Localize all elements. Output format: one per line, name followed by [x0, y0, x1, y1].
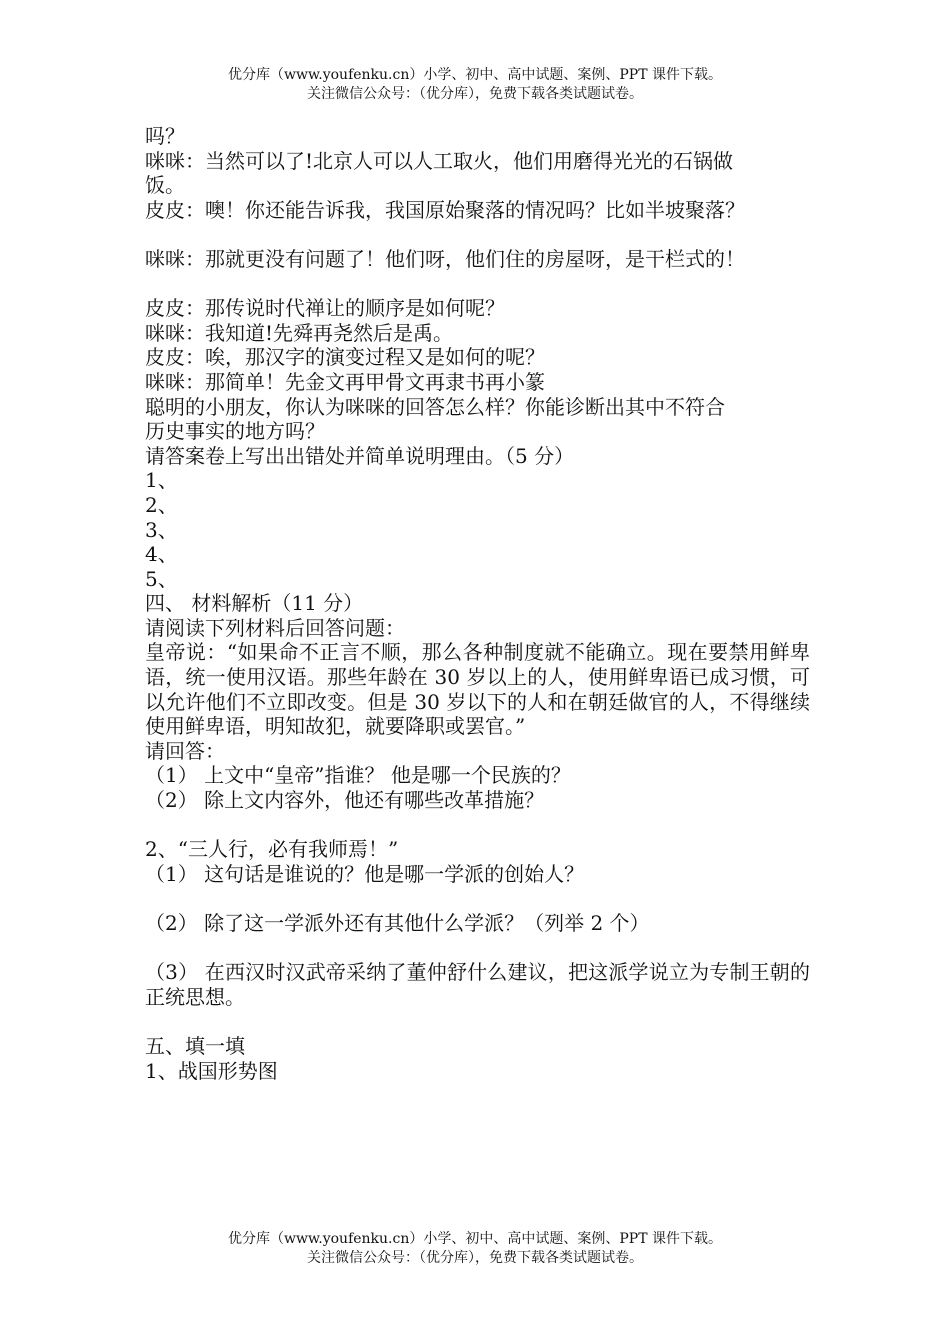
- text-line: 咪咪：那就更没有问题了！他们呀，他们住的房屋呀，是干栏式的！: [145, 246, 745, 271]
- answer-line: 1、: [145, 468, 178, 493]
- blank-line: [145, 813, 810, 838]
- question-line: 2、“三人行，必有我师焉！”: [145, 837, 399, 862]
- footer-line-2: 关注微信公众号：（优分库），免费下载各类试题试卷。: [307, 1250, 643, 1266]
- text-line: 皮皮：噢！你还能告诉我，我国原始聚落的情况吗？比如半坡聚落？: [145, 197, 745, 222]
- text-line: 请阅读下列材料后回答问题：: [145, 615, 405, 640]
- section-heading: 四、 材料解析（11 分）: [145, 591, 364, 616]
- answer-line: 2、: [145, 492, 178, 517]
- text-line: 咪咪：我知道!先舜再尧然后是禹。: [145, 320, 454, 345]
- blank-line: [145, 886, 810, 911]
- section-heading: 五、填一填: [145, 1033, 245, 1058]
- text-line: 历史事实的地方吗？: [145, 419, 325, 444]
- text-line: 请答案卷上写出出错处并简单说明理由。（5 分）: [145, 443, 575, 468]
- question-line: （1） 上文中“皇帝”指谁？ 他是哪一个民族的？: [145, 763, 571, 788]
- answer-line: 4、: [145, 542, 178, 567]
- footer-line-1: 优分库（www.youfenku.cn）小学、初中、高中试题、案例、PPT 课件下载。: [227, 1231, 722, 1247]
- blank-line: [145, 1009, 810, 1034]
- material-paragraph: 皇帝说：“如果命不正言不顺，那么各种制度就不能确立。现在要禁用鲜卑语，统一使用汉语。那些年龄在 30 岁以上的人，使用鲜卑语已成习惯，可以允许他们不立即改变。但是 30 岁以下的人和在朝廷做官的人，不得继续使用鲜卑语，明知故犯，就要降职或罢官。”: [145, 640, 810, 739]
- header-line-2: 关注微信公众号：（优分库），免费下载各类试题试卷。: [307, 86, 643, 102]
- blank-line: [145, 936, 810, 961]
- blank-line: [145, 272, 810, 297]
- header-line-1: 优分库（www.youfenku.cn）小学、初中、高中试题、案例、PPT 课件下载。: [227, 67, 722, 83]
- text-line: 皮皮：唉，那汉字的演变过程又是如何的呢？: [145, 345, 545, 370]
- answer-line: 5、: [145, 566, 178, 591]
- text-line: 咪咪：那简单！先金文再甲骨文再隶书再小篆: [145, 369, 545, 394]
- text-line: 咪咪：当然可以了!北京人可以人工取火，他们用磨得光光的石锅做: [145, 148, 734, 173]
- page-header: [0, 66, 950, 104]
- question-paragraph: （3） 在西汉时汉武帝采纳了董仲舒什么建议，把这派学说立为专制王朝的正统思想。: [145, 960, 810, 1009]
- text-line: 聪明的小朋友，你认为咪咪的回答怎么样？你能诊断出其中不符合: [145, 394, 725, 419]
- text-line: 1、战国形势图: [145, 1058, 278, 1083]
- text-line: 饭。: [145, 173, 185, 198]
- text-line: 皮皮：那传说时代禅让的顺序是如何呢？: [145, 296, 505, 321]
- answer-line: 3、: [145, 517, 178, 542]
- blank-line: [145, 222, 810, 247]
- question-line: （2） 除了这一学派外还有其他什么学派？（列举 2 个）: [145, 911, 650, 935]
- document-body: [145, 124, 810, 1083]
- question-line: （2） 除上文内容外，他还有哪些改革措施？: [145, 788, 545, 813]
- text-line: 请回答：: [145, 738, 225, 763]
- page-footer: [0, 1230, 950, 1268]
- question-line: （1） 这句话是谁说的？他是哪一学派的创始人？: [145, 861, 585, 886]
- text-line: 吗？: [145, 124, 185, 148]
